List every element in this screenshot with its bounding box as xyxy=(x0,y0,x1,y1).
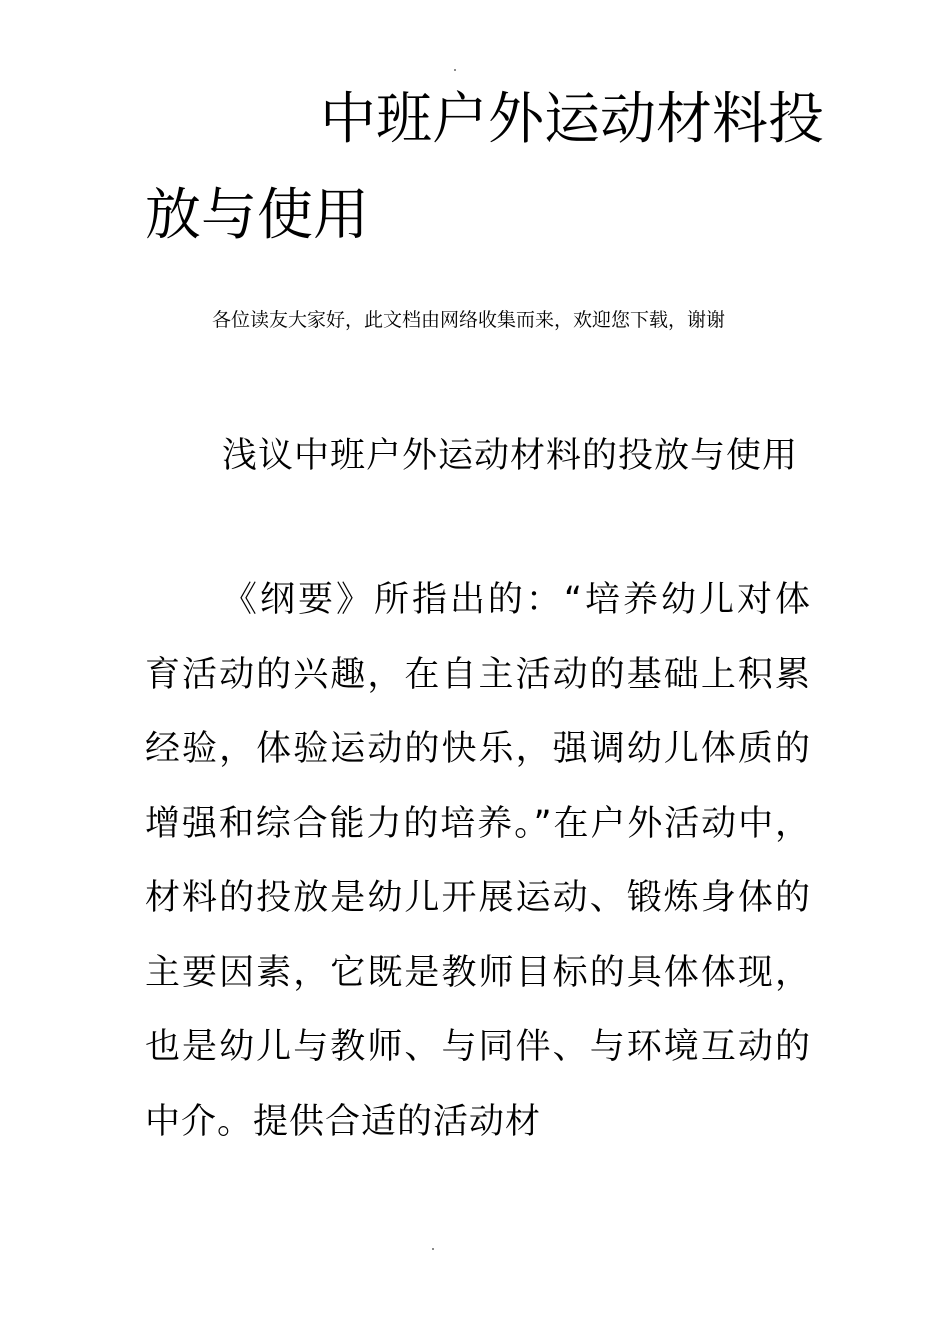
top-marker-dot xyxy=(454,69,456,71)
document-title: 中班户外运动材料投放与使用 xyxy=(145,87,824,248)
article-subtitle: 浅议中班户外运动材料的投放与使用 xyxy=(222,436,799,476)
bottom-marker-dot xyxy=(432,1248,434,1250)
download-notice: 各位读友大家好，此文档由网络收集而来，欢迎您下载，谢谢 xyxy=(212,309,726,331)
body-paragraph: 《纲要》所指出的：“培养幼儿对体育活动的兴趣，在自主活动的基础上积累经验，体验运动的快乐，强调幼儿体质的增强和综合能力的培养。”在户外活动中，材料的投放是幼儿开展运动、锻炼身体的主要因素，它既是教师目标的具体体现，也是幼儿与教师、与同伴、与环境互动的中介。提供合适的活动材 xyxy=(145,580,811,1142)
